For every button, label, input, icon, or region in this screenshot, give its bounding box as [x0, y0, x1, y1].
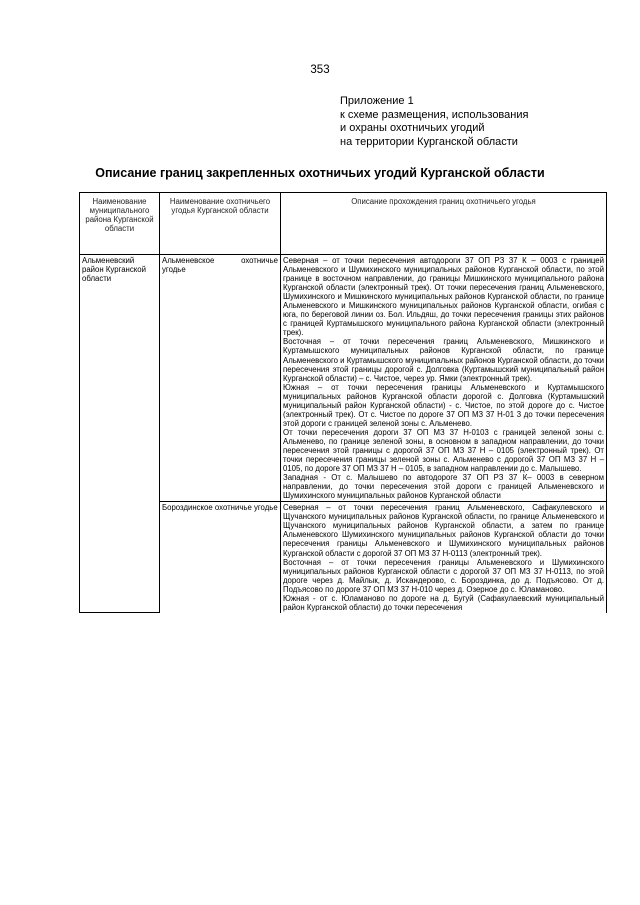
page-number: 353: [310, 64, 330, 76]
boundary-paragraph: Западная - От с. Малышево по автодороге 37 ОП РЗ 37 К– 0003 в северном направлении, до точки пересечения этой дороги с границей Альменевского и Шумихинского муниципальных районов Курганской области: [283, 473, 604, 501]
hunting-grounds-table: [79, 192, 607, 613]
boundary-paragraph: Южная - от с. Юламаново по дороге на д. Бугуй (Сафакулаевский муниципальный район Курганской области) до точки пересечения: [283, 593, 604, 612]
appendix-line: и охраны охотничьих угодий: [340, 122, 485, 134]
header-district: Наименование муниципального района Курганской области: [80, 193, 160, 255]
boundary-description: [281, 255, 607, 502]
boundary-paragraph: Северная – от точки пересечения границ Альменевского, Сафакулевского и Щучанского муниципальных районов Курганской области, по границе Альменевского и Щучанского муниципальных районов Курганской области, а затем по границе Альменевского Шумихинского муниципальных районов Курганской области до точки пересечения границы Альменевского и Шумихинского муниципальных районов Курганской области с дорогой 37 ОП МЗ 37 Н-0113 (электронный трек).: [283, 503, 604, 558]
appendix-line: к схеме размещения, использования: [340, 108, 529, 121]
boundary-paragraph: Восточная – от точки пересечения границ Альменевского, Мишкинского и Куртамышского муниципальных районов Курганской области, по границе Альменевского и Куртамышского муниципальных районов Курганской области, до точки пересечения этой границы дорогой с. Долговка (Куртамышский муниципальный район Курганской области) – с. Чистое, через ур. Ямки (электронный трек).: [283, 337, 604, 383]
appendix-line: на территории Курганской области: [340, 135, 518, 148]
appendix-note: [340, 95, 528, 149]
appendix-line: Приложение 1: [340, 95, 414, 107]
hunting-ground-name: Альменевское охотничье угодье: [160, 255, 281, 502]
header-hunting-ground: Наименование охотничьего угодья Курганской области: [160, 193, 281, 255]
document-title: Описание границ закрепленных охотничьих угодий Курганской области: [95, 166, 545, 180]
boundary-paragraph: Северная – от точки пересечения автодороги 37 ОП РЗ 37 К – 0003 с границей Альменевского и Шумихинского муниципальных районов Курганской области, по этой границе в восточном направлении, до границы Мишкинского муниципального района Курганской области (электронный трек). От точки пересечения границ Альменевского, Шумихинского и Мишкинского муниципальных районов Курганской области, по границе Альменевского и Мишкинского муниципальных районов Курганской области, огибая с юга, по береговой линии оз. Бол. Ильдяш, до точки пересечения границы этих районов с границей Куртамышского муниципального района Курганской области (электронный трек).: [283, 256, 604, 338]
hunting-ground-name: Бороздинское охотничье угодье: [160, 502, 281, 613]
boundary-paragraph: Южная – от точки пересечения границы Альменевского и Куртамышского муниципальных районов Курганской области дорогой с. Долговка (Куртамышский муниципальный район Курганской области) - с. Чистое, по этой дороге до с. Чистое (электронный трек). От с. Чистое по дороге 37 ОП МЗ 37 Н-01 3 до точки пересечения этой дороги с границей зеленой зоны с. Альменево.: [283, 382, 604, 428]
boundary-paragraph: Восточная – от точки пересечения границы Альменевского и Шумихинского муниципальных районов Курганской области с дорогой 37 ОП МЗ 37 Н-0113, по этой дороге через д. Майлык, д. Искандерово, с. Бороздинка, до д. Подъясово. От д. Подъясово по дороге 37 ОП МЗ 37 Н-010 через д. Озерное до с. Юламаново.: [283, 557, 604, 594]
boundary-paragraph: От точки пересечения дороги 37 ОП МЗ 37 Н-0103 с границей зеленой зоны с. Альменево, по границе зеленой зоны, в основном в западном направлении, до точки пересечения этой границы с дорогой 37 ОП МЗ 37 Н – 0105 (электронный трек). От точки пересечения границы зеленой зоны с. Альменево с дорогой 37 ОП МЗ 37 Н – 0105, по дороге 37 ОП МЗ 37 Н – 0105, в западном направлении до с. Малышево.: [283, 427, 604, 474]
district-cell: Альменевский район Курганской области: [80, 255, 160, 613]
boundary-description: [281, 502, 607, 613]
table-row: [80, 255, 607, 502]
table-row: [80, 502, 607, 613]
table-viewport: [79, 192, 609, 849]
header-description: Описание прохождения границ охотничьего угодья: [281, 193, 607, 255]
table-header-row: [80, 193, 607, 255]
